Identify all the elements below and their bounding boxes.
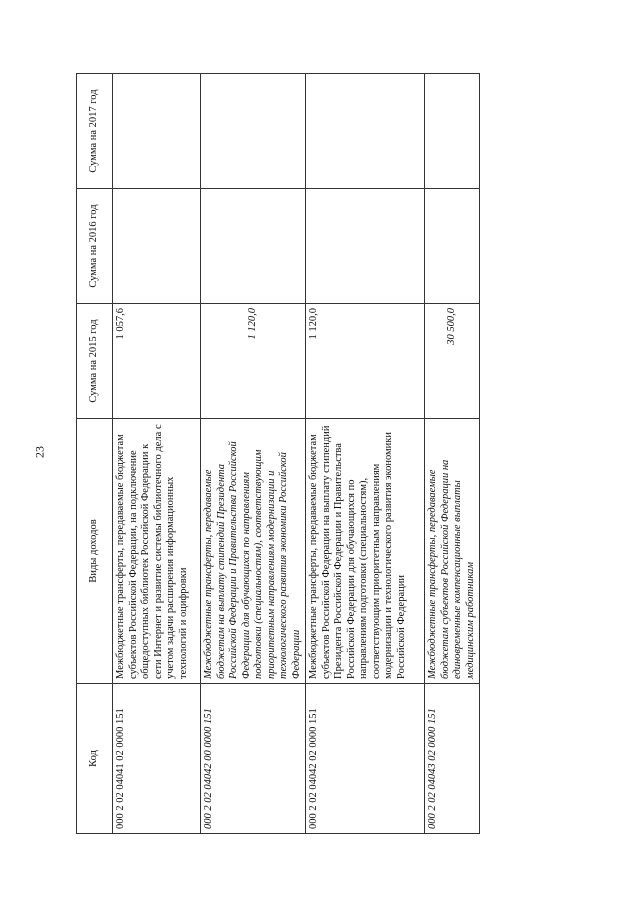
row-sum-2015: 1 120,0 <box>306 304 425 419</box>
row-code: 000 2 02 04043 02 0000 151 <box>425 684 480 834</box>
row-description-text: Межбюджетные трансферты, передаваемые бюджетам субъектов Российской Федерации на единовременные компенсационные выплаты медицинским работникам <box>427 459 476 679</box>
row-sum-2015: 30 500,0 <box>425 304 480 419</box>
row-description-text: Межбюджетные трансферты, передаваемые бюджетам субъектов Российской Федерации, на подключение общедоступных библиотек Российской Федерации к сети Интернет и развитие системы библиотечного дела с учетом задачи расширения информационных технологий и оцифровки <box>115 424 189 679</box>
header-sum-2017: Сумма на 2017 год <box>77 74 113 189</box>
row-sum-2015: 1 057,6 <box>113 304 201 419</box>
row-sum-2017 <box>113 74 201 189</box>
row-sum-2016 <box>201 189 306 304</box>
table-row <box>113 74 201 834</box>
row-description-text: Межбюджетные трансферты, передаваемые бюджетам на выплату стипендий Президента Российской Федерации и Правительства Российской Федерации для обучающихся по направлениям подготовки (специальностям), соответствующим приоритетным направлениям модернизации и технологического развития экономики Российской Федерации <box>203 441 302 679</box>
row-sum-2017 <box>306 74 425 189</box>
header-sum-2015: Сумма на 2015 год <box>77 304 113 419</box>
row-code: 000 2 02 04042 02 0000 151 <box>306 684 425 834</box>
budget-table <box>76 73 480 834</box>
header-code: Код <box>77 684 113 834</box>
table-row <box>306 74 425 834</box>
row-description <box>113 419 201 684</box>
row-sum-2017 <box>201 74 306 189</box>
row-sum-2016 <box>306 189 425 304</box>
rotated-page-content <box>76 74 476 834</box>
row-code: 000 2 02 04042 00 0000 151 <box>201 684 306 834</box>
row-description <box>306 419 425 684</box>
row-description <box>201 419 306 684</box>
table-row <box>201 74 306 834</box>
row-description <box>425 419 480 684</box>
table-row <box>425 74 480 834</box>
row-sum-2016 <box>113 189 201 304</box>
table-header-row <box>77 74 113 834</box>
row-code: 000 2 02 04041 02 0000 151 <box>113 684 201 834</box>
row-sum-2015: 1 120,0 <box>201 304 306 419</box>
row-sum-2017 <box>425 74 480 189</box>
header-sum-2016: Сумма на 2016 год <box>77 189 113 304</box>
page-number-text: 23 <box>32 446 47 458</box>
header-description: Виды доходов <box>77 419 113 684</box>
row-description-text: Межбюджетные трансферты, передаваемые бюджетам субъектов Российской Федерации на выплату стипендий Президента Российской Федерации и Правительства Российской Федерации для обучающихся по направлениям подготовки (специальностям), соответствующим приоритетным направлениям модернизации и технологического развития экономики Российской Федерации <box>308 425 407 679</box>
row-sum-2016 <box>425 189 480 304</box>
